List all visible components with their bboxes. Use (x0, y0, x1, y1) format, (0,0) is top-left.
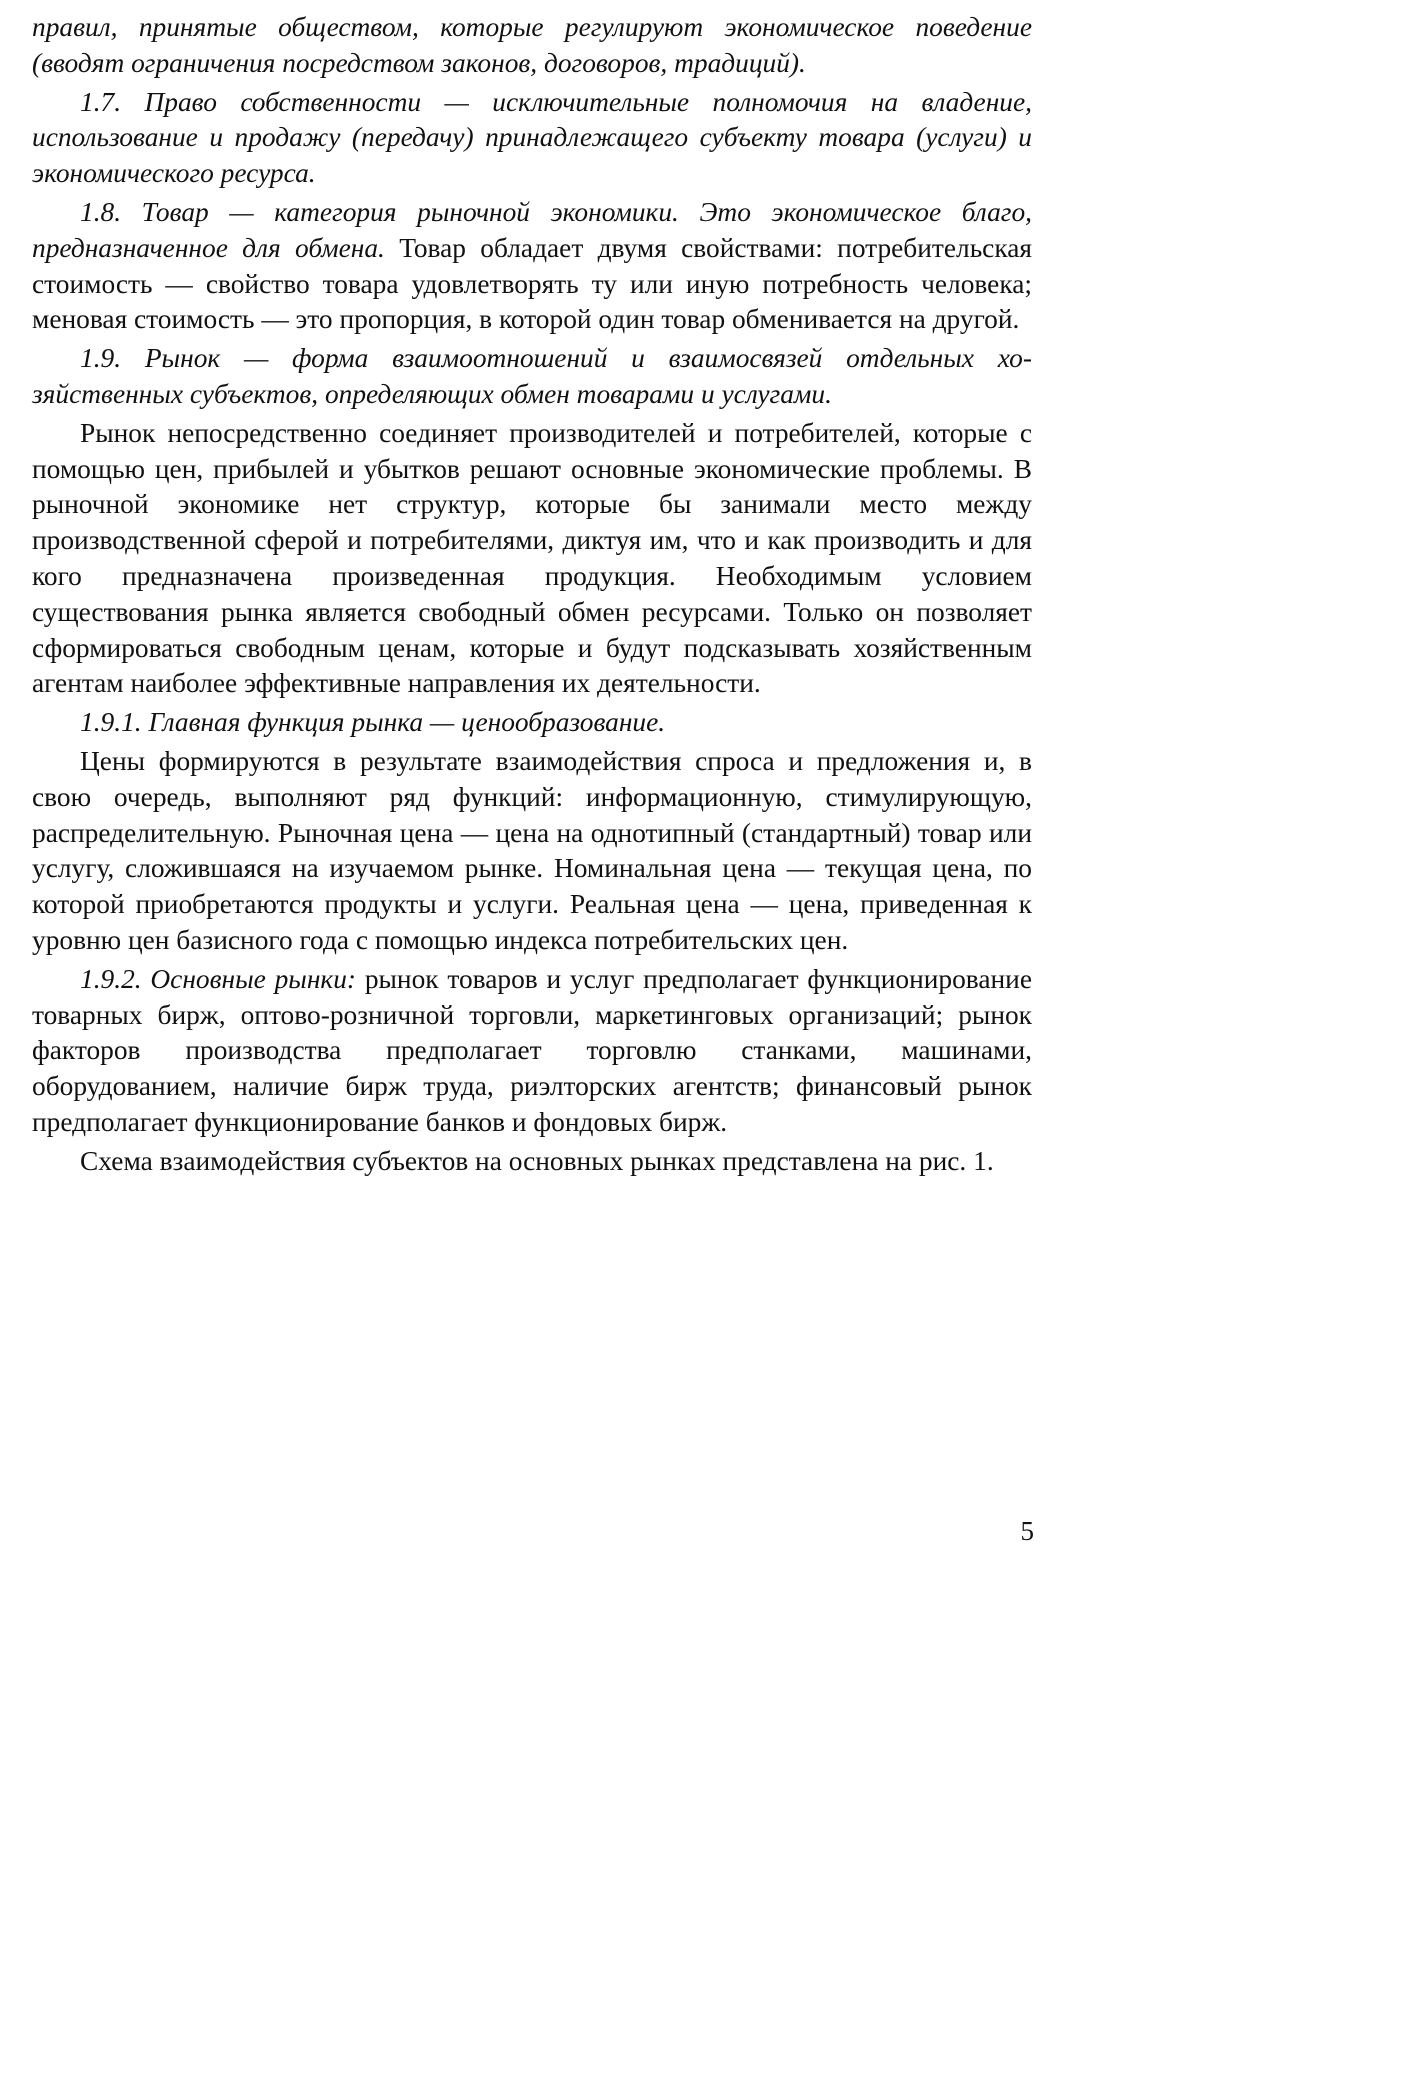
italic-text: 1.9.1. Главная функция рынка — ценообразование. (80, 707, 666, 738)
regular-text: рынок товаров и услуг предполагает функционирование товарных бирж, оптово-розничной торговли, маркетинговых организаций; рынок факторов производства предполагает торговлю станками, машинами, оборудованием, наличие бирж труда, риэлторских агентств; финансовый рынок предполагает функционирование банков и фондовых бирж. (32, 963, 1032, 1137)
paragraph-institutions-continuation (32, 10, 1032, 82)
paragraph-goods (32, 195, 1032, 338)
paragraph-property-right (32, 85, 1032, 192)
italic-text: 1.7. Право собственности — исключительные полномочия на владение, использование и продажу (передачу) принадлежащего субъекту товара (услуги) и экономического ресурса. (32, 86, 1032, 189)
paragraph-scheme-reference (32, 1144, 1032, 1180)
paragraph-prices (32, 744, 1032, 959)
italic-text: 1.9. Рынок — форма взаимоотношений и взаимосвязей отдельных хозяйственных субъектов, определяющих обмен товарами и услугами. (32, 343, 1032, 409)
paragraph-market-definition (32, 341, 1032, 413)
page-number: 5 (1020, 1516, 1034, 1546)
paragraph-pricing-heading (32, 705, 1032, 741)
italic-text: 1.8. Товар — категория рыночной экономики. Это экономическое благо, предназначенное для обмена. (32, 196, 1032, 263)
italic-text: правил, принятые обществом, которые регулируют экономическое поведение (вводят ограничения посредством законов, договоров, традиций). (32, 12, 1032, 78)
document-page (32, 10, 1032, 1180)
paragraph-market-description (32, 416, 1032, 702)
paragraph-main-markets (32, 962, 1032, 1141)
italic-text: 1.9.2. Основные рынки: (80, 963, 357, 994)
regular-text: Товар обладает двумя свойствами: потребительская стоимость — свойство товара удовлетворять ту или иную потребность человека; меновая стоимость — это пропорция, в которой один товар обменивается на другой. (32, 232, 1032, 335)
regular-text: Схема взаимодействия субъектов на основных рынках представлена на рис. 1. (80, 1145, 994, 1176)
regular-text: Цены формируются в результате взаимодействия спроса и предложения и, в свою очередь, выполняют ряд функций: информационную, стимулирующую, распределительную. Рыночная цена — цена на однотипный (стандартный) товар или услугу, сложившаяся на изучаемом рынке. Номинальная цена — текущая цена, по которой приобретаются продукты и услуги. Реальная цена — цена, приведенная к уровню цен базисного года с помощью индекса потребительских цен. (32, 745, 1032, 955)
regular-text: Рынок непосредственно соединяет производителей и потребителей, которые с помощью цен, прибылей и убытков решают основные экономические проблемы. В рыночной экономике нет структур, которые бы занимали место между производственной сферой и потребителями, диктуя им, что и как производить и для кого предназначена произведенная продукция. Необходимым условием существования рынка является свободный обмен ресурсами. Только он позволяет сформироваться свободным ценам, которые и будут подсказывать хозяйственным агентам наиболее эффективные направления их деятельности. (32, 417, 1032, 699)
